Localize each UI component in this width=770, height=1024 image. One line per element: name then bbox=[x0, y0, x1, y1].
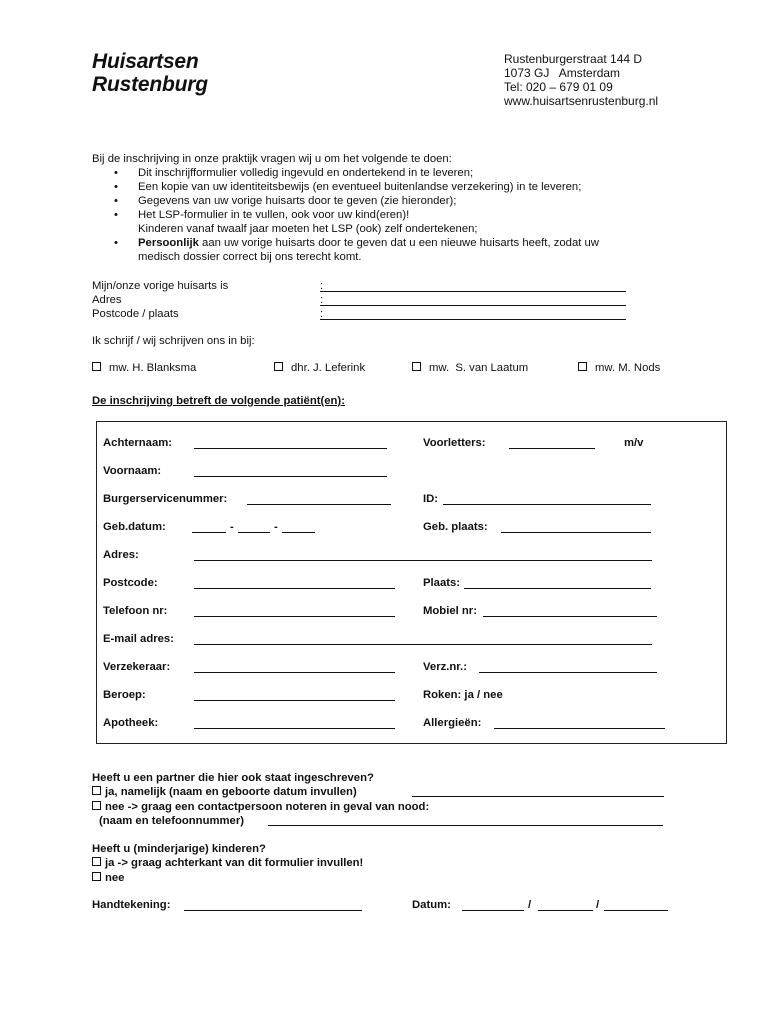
gebplaats-field[interactable] bbox=[501, 521, 651, 533]
checkbox-icon[interactable] bbox=[412, 362, 421, 371]
partner-contact-label: (naam en telefoonnummer) bbox=[99, 815, 244, 828]
logo-line-2: Rustenburg bbox=[92, 73, 208, 96]
gebplaats-label: Geb. plaats: bbox=[423, 521, 488, 533]
intro-bullet: • Een kopie van uw identiteitsbewijs (en eventueel buitenlandse verzekering) in te leveren; bbox=[114, 181, 582, 193]
practice-logo bbox=[92, 50, 208, 96]
checkbox-icon[interactable] bbox=[92, 872, 101, 881]
practice-address bbox=[504, 52, 658, 108]
apotheek-label: Apotheek: bbox=[103, 717, 159, 729]
verzekeraar-field[interactable] bbox=[194, 661, 395, 673]
signature-field[interactable] bbox=[184, 899, 362, 911]
previous-gp-field[interactable] bbox=[320, 279, 626, 292]
intro-lead: Bij de inschrijving in onze praktijk vragen wij u om het volgende te doen: bbox=[92, 153, 452, 165]
checkbox-icon[interactable] bbox=[92, 801, 101, 810]
previous-gp-label: Mijn/onze vorige huisarts is bbox=[92, 280, 229, 292]
adres-label: Adres: bbox=[103, 549, 139, 561]
partner-no-option[interactable]: nee -> graag een contactpersoon noteren in geval van nood: bbox=[92, 800, 692, 814]
previous-address-field[interactable] bbox=[320, 293, 626, 306]
children-section bbox=[92, 842, 692, 888]
address-city: 1073 GJ Amsterdam bbox=[504, 66, 621, 80]
date-year-field[interactable] bbox=[604, 899, 668, 911]
intro-bullet-list bbox=[92, 166, 692, 264]
gebdatum-label: Geb.datum: bbox=[103, 521, 166, 533]
partner-section bbox=[92, 771, 692, 831]
checkbox-icon[interactable] bbox=[92, 786, 101, 795]
intro-bullet: • Persoonlijk aan uw vorige huisarts door te geven dat u een nieuwe huisarts heeft, zodat uw bbox=[114, 237, 599, 249]
address-street: Rustenburgerstraat 144 D bbox=[504, 52, 643, 66]
telefoon-label: Telefoon nr: bbox=[103, 605, 168, 617]
register-label: Ik schrijf / wij schrijven ons in bij: bbox=[92, 335, 255, 347]
intro-section bbox=[92, 152, 692, 264]
previous-postcode-label: Postcode / plaats bbox=[92, 308, 179, 320]
checkbox-icon[interactable] bbox=[92, 857, 101, 866]
beroep-field[interactable] bbox=[194, 689, 395, 701]
id-field[interactable] bbox=[443, 493, 651, 505]
adres-field[interactable] bbox=[194, 549, 652, 561]
allergieen-label: Allergieën: bbox=[423, 717, 482, 729]
partner-question: Heeft u een partner die hier ook staat ingeschreven? bbox=[92, 772, 374, 784]
previous-address-label: Adres bbox=[92, 294, 122, 306]
bullet-icon: • bbox=[114, 237, 118, 249]
logo-line-1: Huisartsen bbox=[92, 50, 199, 73]
intro-bullet: • Dit inschrijfformulier volledig ingevuld en ondertekend in te leveren; bbox=[114, 167, 474, 179]
bullet-icon: • bbox=[114, 195, 118, 207]
address-tel: Tel: 020 – 679 01 09 bbox=[504, 80, 613, 94]
date-month-field[interactable] bbox=[538, 899, 593, 911]
doctor-option-van-laatum[interactable]: mw. S. van Laatum bbox=[412, 362, 528, 374]
gebdatum-month-field[interactable] bbox=[238, 521, 270, 533]
mobiel-label: Mobiel nr: bbox=[423, 605, 477, 617]
children-question: Heeft u (minderjarige) kinderen? bbox=[92, 843, 266, 855]
previous-gp-section: Mijn/onze vorige huisarts is : Adres : Postcode / plaats : bbox=[92, 279, 632, 321]
intro-bullet: • Gegevens van uw vorige huisarts door te geven (zie hieronder); bbox=[114, 195, 457, 207]
bullet-icon: • bbox=[114, 209, 118, 221]
patient-section-title: De inschrijving betreft de volgende patiënt(en): bbox=[92, 395, 345, 407]
roken-label[interactable]: Roken: ja / nee bbox=[423, 689, 503, 701]
apotheek-field[interactable] bbox=[194, 717, 395, 729]
bsn-field[interactable] bbox=[247, 493, 391, 505]
intro-bullet-continuation: Kinderen vanaf twaalf jaar moeten het LSP (ook) zelf ondertekenen; bbox=[138, 223, 478, 235]
voornaam-field[interactable] bbox=[194, 465, 387, 477]
achternaam-label: Achternaam: bbox=[103, 437, 173, 449]
bullet-icon: • bbox=[114, 167, 118, 179]
achternaam-field[interactable] bbox=[194, 437, 387, 449]
verznr-label: Verz.nr.: bbox=[423, 661, 467, 673]
partner-contact-field[interactable] bbox=[268, 814, 663, 826]
date-label: Datum: bbox=[412, 899, 451, 911]
id-label: ID: bbox=[423, 493, 439, 505]
plaats-label: Plaats: bbox=[423, 577, 461, 589]
patient-form-box: Achternaam: Voorletters: m/v Voornaam: Burgerservicenummer: ID: Geb.datum: - - Geb. plaats: Adres: Postcode: Plaats: Telefoon nr: Mobiel nr: E-mail adres: Verzekeraar: Verz.nr.: Beroep: Roken: ja / nee Apotheek: Allergieën: bbox=[96, 421, 727, 744]
plaats-field[interactable] bbox=[464, 577, 651, 589]
mobiel-field[interactable] bbox=[483, 605, 657, 617]
bullet-icon: • bbox=[114, 181, 118, 193]
children-yes-option[interactable]: ja -> graag achterkant van dit formulier invullen! bbox=[92, 856, 692, 870]
gebdatum-year-field[interactable] bbox=[282, 521, 315, 533]
bsn-label: Burgerservicenummer: bbox=[103, 493, 228, 505]
postcode-label: Postcode: bbox=[103, 577, 158, 589]
gender-label[interactable]: m/v bbox=[624, 437, 644, 449]
doctor-options bbox=[92, 362, 692, 376]
gebdatum-day-field[interactable] bbox=[192, 521, 226, 533]
allergieen-field[interactable] bbox=[494, 717, 665, 729]
partner-name-field[interactable] bbox=[412, 785, 664, 797]
verznr-field[interactable] bbox=[479, 661, 657, 673]
checkbox-icon[interactable] bbox=[274, 362, 283, 371]
doctor-option-blanksma[interactable]: mw. H. Blanksma bbox=[92, 362, 196, 374]
partner-contact-row bbox=[92, 814, 692, 828]
postcode-field[interactable] bbox=[194, 577, 395, 589]
signature-label: Handtekening: bbox=[92, 899, 171, 911]
previous-postcode-field[interactable] bbox=[320, 307, 626, 320]
email-field[interactable] bbox=[194, 633, 652, 645]
intro-bullet-continuation: medisch dossier correct bij ons terecht komt. bbox=[138, 251, 362, 263]
doctor-option-nods[interactable]: mw. M. Nods bbox=[578, 362, 660, 374]
voornaam-label: Voornaam: bbox=[103, 465, 162, 477]
children-no-option[interactable]: nee bbox=[92, 871, 692, 885]
verzekeraar-label: Verzekeraar: bbox=[103, 661, 171, 673]
voorletters-field[interactable] bbox=[509, 437, 595, 449]
checkbox-icon[interactable] bbox=[92, 362, 101, 371]
address-web: www.huisartsenrustenburg.nl bbox=[504, 94, 659, 108]
doctor-option-leferink[interactable]: dhr. J. Leferink bbox=[274, 362, 365, 374]
intro-bullet: • Het LSP-formulier in te vullen, ook voor uw kind(eren)! bbox=[114, 209, 410, 221]
checkbox-icon[interactable] bbox=[578, 362, 587, 371]
telefoon-field[interactable] bbox=[194, 605, 395, 617]
date-day-field[interactable] bbox=[462, 899, 524, 911]
partner-yes-option[interactable]: ja, namelijk (naam en geboorte datum invullen) bbox=[92, 785, 692, 799]
voorletters-label: Voorletters: bbox=[423, 437, 486, 449]
email-label: E-mail adres: bbox=[103, 633, 174, 645]
signature-row: Handtekening: Datum: / / bbox=[92, 899, 692, 915]
beroep-label: Beroep: bbox=[103, 689, 146, 701]
